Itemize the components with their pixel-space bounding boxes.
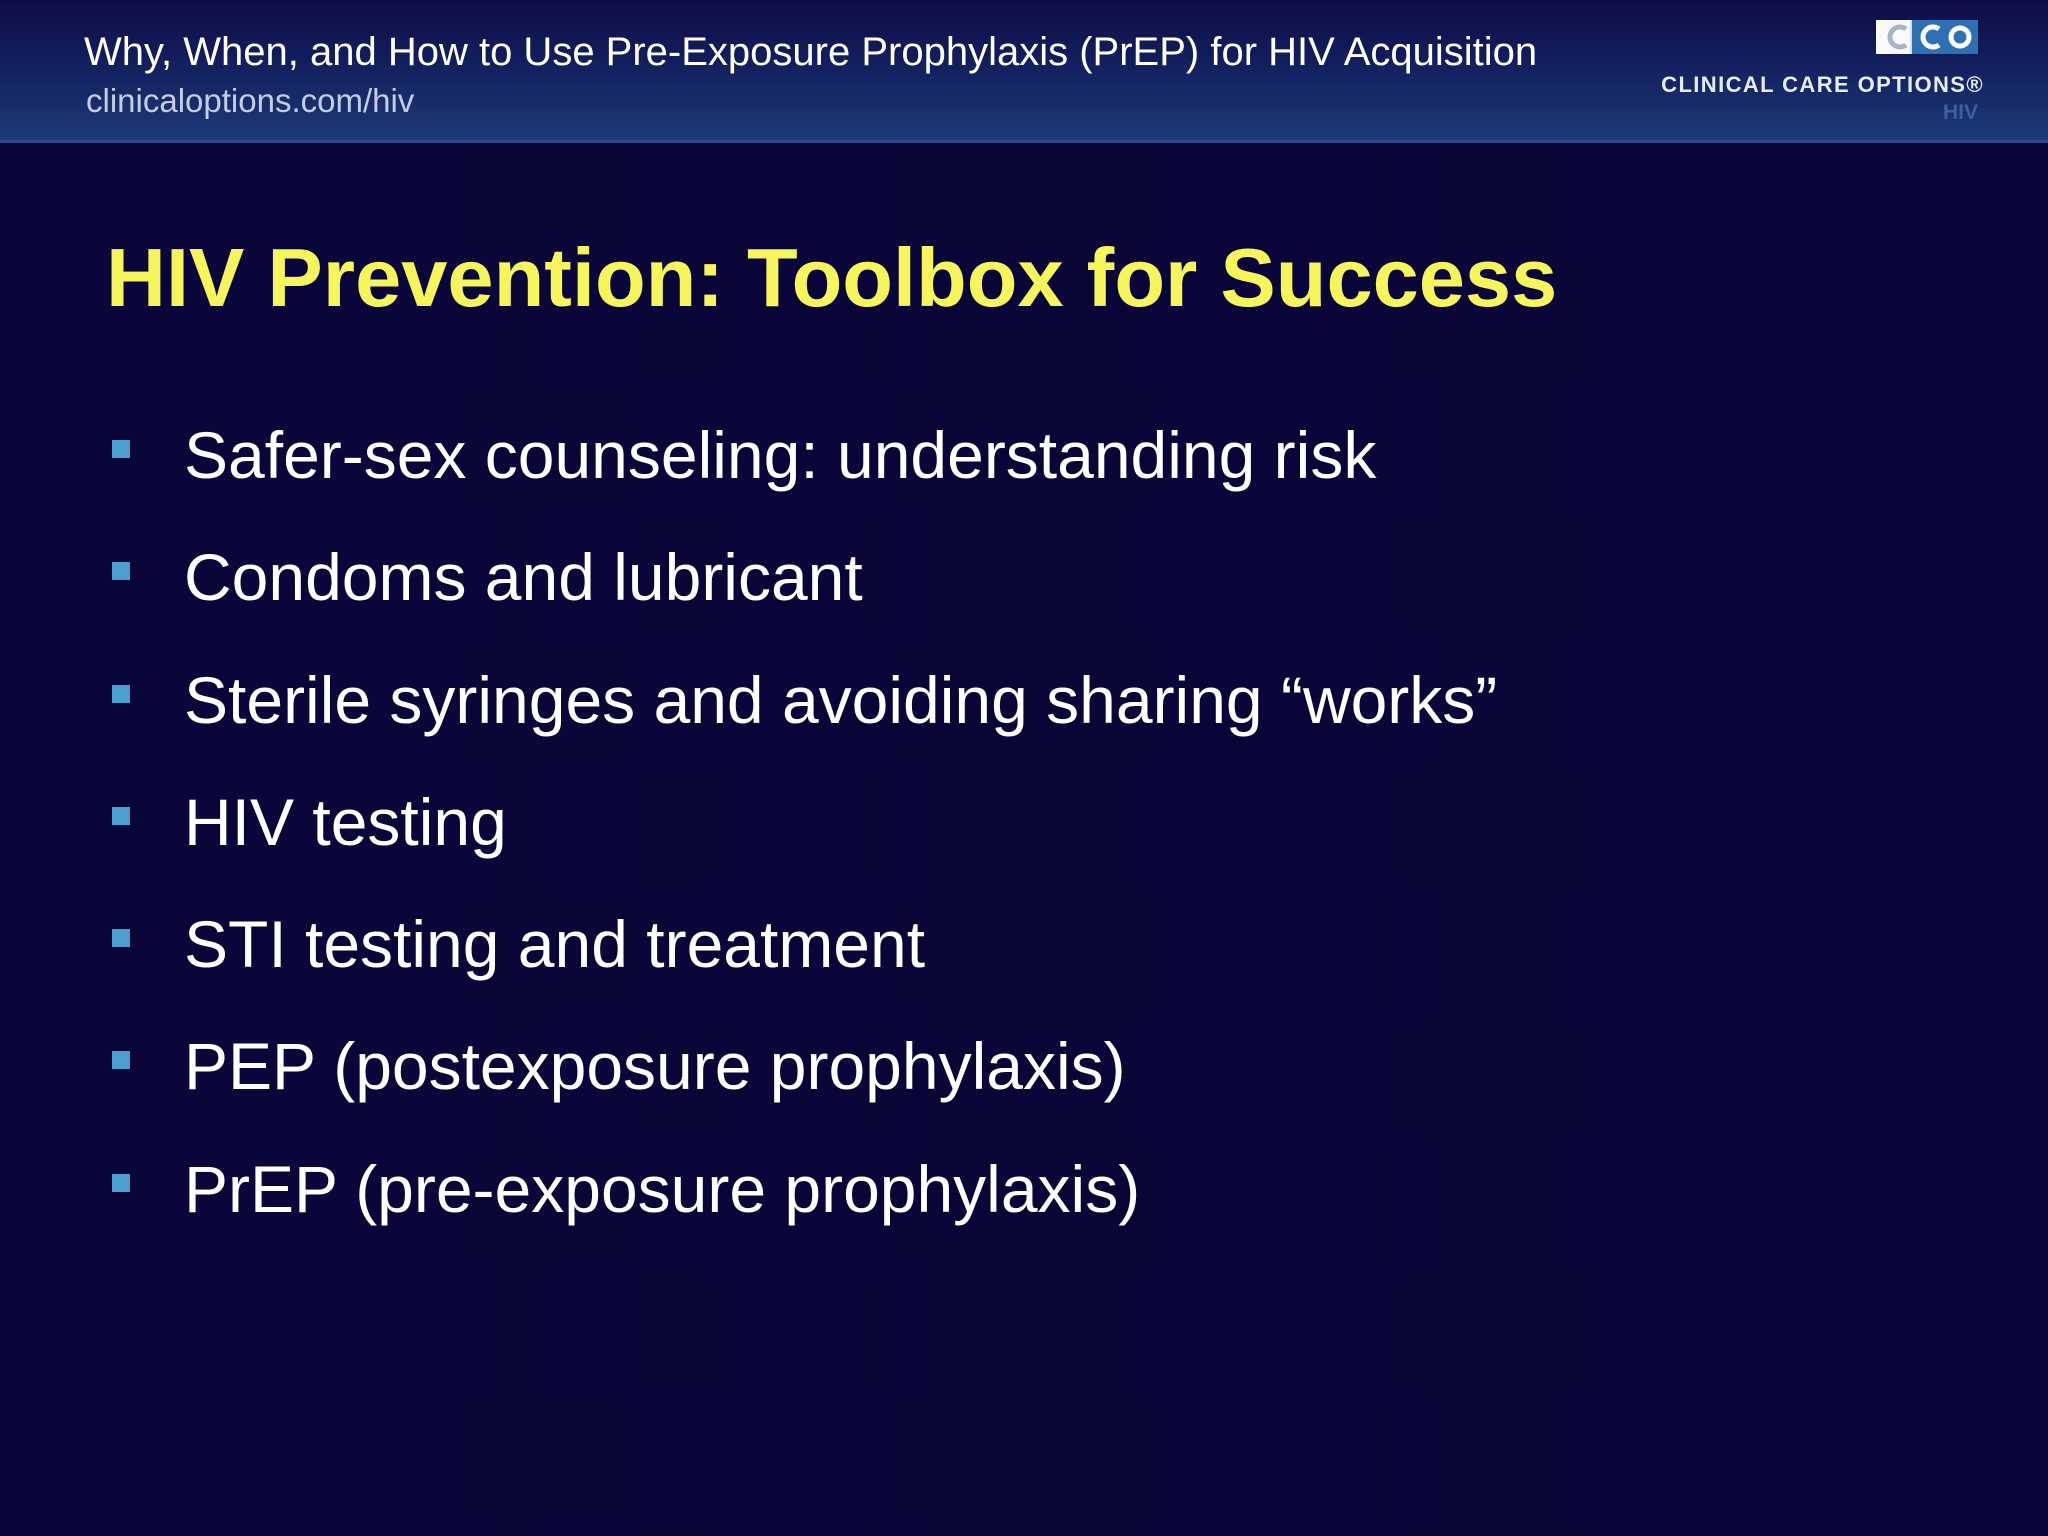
square-bullet-icon bbox=[112, 1051, 130, 1069]
slide-title: HIV Prevention: Toolbox for Success bbox=[106, 231, 1558, 324]
bullet-text: HIV testing bbox=[184, 784, 507, 859]
bullet-text: PEP (postexposure prophylaxis) bbox=[184, 1029, 1126, 1104]
header-banner bbox=[0, 0, 2048, 142]
deck-title: Why, When, and How to Use Pre-Exposure Prophylaxis (PrEP) for HIV Acquisition bbox=[84, 30, 1538, 74]
bullet-text: STI testing and treatment bbox=[184, 907, 926, 982]
square-bullet-icon bbox=[112, 562, 130, 580]
logo-name: CLINICAL CARE OPTIONS® bbox=[1661, 72, 1984, 97]
deck-url: clinicaloptions.com/hiv bbox=[86, 82, 415, 119]
header-divider bbox=[0, 140, 2048, 143]
bullet-text: Condoms and lubricant bbox=[184, 540, 863, 615]
cco-logo-mark bbox=[1876, 20, 1978, 54]
bullet-text: Sterile syringes and avoiding sharing “works” bbox=[184, 662, 1498, 737]
square-bullet-icon bbox=[112, 440, 130, 458]
square-bullet-icon bbox=[112, 685, 130, 703]
square-bullet-icon bbox=[112, 807, 130, 825]
square-bullet-icon bbox=[112, 1174, 130, 1192]
bullet-text: Safer-sex counseling: understanding risk bbox=[184, 418, 1377, 492]
clinical-care-options-logo bbox=[1661, 18, 1990, 128]
square-bullet-icon bbox=[112, 929, 130, 947]
bullet-text: PrEP (pre-exposure prophylaxis) bbox=[184, 1151, 1141, 1226]
logo-subtitle: HIV bbox=[1942, 101, 1978, 124]
